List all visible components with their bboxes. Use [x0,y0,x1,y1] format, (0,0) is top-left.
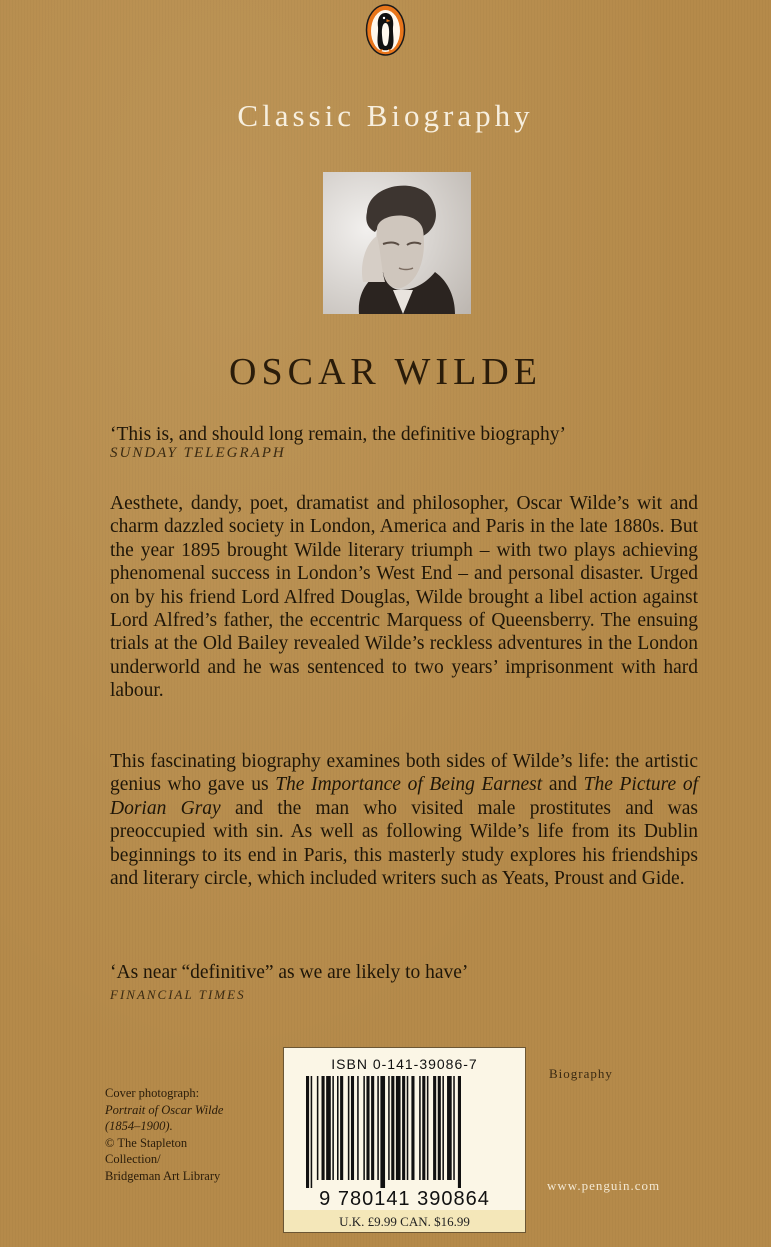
barcode-bar [326,1076,331,1180]
review-source-2: FINANCIAL TIMES [110,987,246,1002]
barcode-bar [438,1076,441,1180]
barcode-bar [453,1076,455,1180]
price: U.K. £9.99 CAN. $16.99 [339,1214,470,1229]
credit-line: Collection/ [105,1152,161,1166]
credit-line: (1854–1900). [105,1119,173,1133]
barcode-bar [357,1076,359,1180]
barcode-bar [396,1076,401,1180]
barcode-bar [322,1076,325,1180]
barcode-bar [332,1076,334,1180]
review-quote-2: ‘As near “definitive” as we are likely to have’ [110,962,469,983]
description-paragraph-2 [110,750,698,890]
credit-line: Cover photograph: [105,1086,200,1100]
paragraph-text: and the man who visited male prostitutes and was preoccupied with sin. As well as following Wilde’s life from its Dublin beginnings to its end in Paris, this masterly study explores his friendships and literary circle, which included writers such as Yeats, Proust and Gide. [110,797,698,890]
barcode-bar [458,1076,461,1188]
barcode-bar [411,1076,414,1180]
barcode-bar [419,1076,421,1180]
author-name: OSCAR WILDE [229,351,542,393]
barcode-digits: 9 780141 390864 [319,1188,490,1210]
barcode-bar [402,1076,405,1180]
barcode-bar [442,1076,444,1180]
photo-credit [105,1085,270,1184]
barcode-bar [377,1076,379,1180]
barcode-bar [433,1076,436,1180]
barcode-bar [366,1076,369,1180]
author-portrait [323,172,471,314]
barcode-bar [391,1076,394,1180]
description-paragraph: Aesthete, dandy, poet, dramatist and philosopher, Oscar Wilde’s wit and charm dazzled society in London, America and Paris in the late 1880s. But the year 1895 brought Wilde literary triumph – with two plays achieving phenomenal success in London’s West End – and personal disaster. Urged on by his friend Lord Alfred Douglas, Wilde brought a libel action against Lord Alfred’s father, the eccentric Marquess of Queensberry. The ensuing trials at the Old Bailey revealed Wilde’s reckless adventures in the London underworld and he was sentenced to two years’ imprisonment with hard labour. [110,493,698,702]
barcode-bar [447,1076,452,1180]
paragraph-text: This fascinating biography examines both sides of Wilde’s life: the artistic genius who gave us [110,751,698,796]
barcode-bar [388,1076,390,1180]
barcode-bar [337,1076,339,1180]
credit-line: Bridgeman Art Library [105,1168,221,1183]
penguin-logo [365,4,406,56]
book-title: The Picture of Dorian Gray [110,774,698,819]
series-title: Classic Biography [237,98,534,133]
barcode-bar [317,1076,319,1180]
paragraph-text: and [542,774,584,796]
review-source: SUNDAY TELEGRAPH [110,445,286,461]
barcode-bar [348,1076,350,1180]
isbn: ISBN 0-141-39086-7 [331,1056,478,1072]
review-quote: ‘This is, and should long remain, the definitive biography’ [110,424,566,445]
barcode-bar [427,1076,429,1180]
barcode-bar [311,1076,313,1188]
barcode-bar [351,1076,354,1180]
barcode-bar [306,1076,309,1188]
barcode [306,1076,503,1188]
credit-line: © The Stapleton [105,1135,188,1150]
category-label: Biography [549,1066,613,1081]
barcode-bar [422,1076,425,1180]
barcode-bar [371,1076,374,1180]
publisher-url: www.penguin.com [547,1178,661,1193]
barcode-bar [380,1076,385,1188]
book-title: The Importance of Being Earnest [275,774,543,796]
barcode-bar [407,1076,409,1180]
barcode-bar [340,1076,343,1180]
barcode-panel [283,1047,526,1233]
barcode-bar [363,1076,365,1180]
credit-line: Portrait of Oscar Wilde [105,1102,224,1117]
